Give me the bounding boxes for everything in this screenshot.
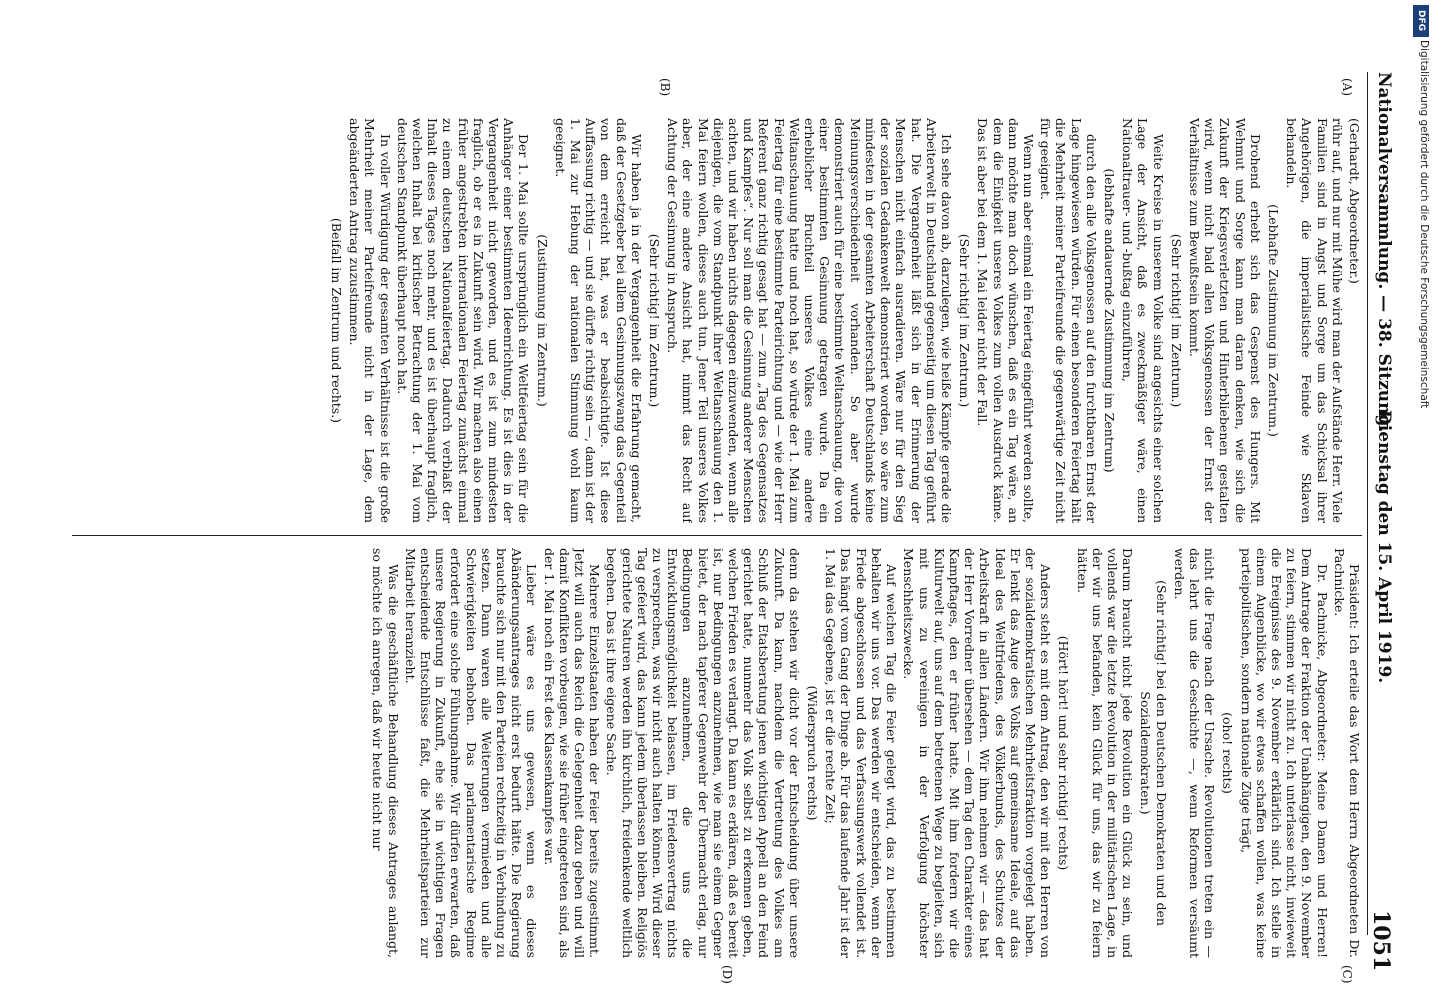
paragraph: Wir haben ja in der Vergangenheit die Erfahrung gemacht, daß der Gesetzgeber bei allem Gesinnungszwang das Gegenteil von dem erreicht hat, was er beabsichtigte. Ist diese Auffassung richtig — und sie dürfte richtig sein —, dann ist der 1. Mai zur Hebung der nationalen Stimmung wohl kaum geeignet. [552, 118, 644, 523]
paragraph: Der 1. Mai sollte ursprünglich ein Weltfeiertag sein für die Anhänger einer bestimmten Ideenrichtung. Es ist dies in der Vergangenheit nicht geworden, und es ist zum mindesten fraglich, ob er es in Zukunft sein wird. Wir machen also einen früher angestrebten internationalen Feiertag zunächst einmal zu einem deutschen Nationalfeiertag. Dadurch verblaßt der Inhalt dieses Tages noch mehr, und es ist überhaupt fraglich, welchen Inhalt bei kritischer Betrachtung der 1. Mai vom deutschen Standpunkt überhaupt noch hat. [394, 118, 532, 523]
paragraph: Ich sehe davon ab, darzulegen, wie heiße Kämpfe gerade die Arbeiterwelt in Deutschland gegenseitig um diesen Tag geführt hat. Die Vergangenheit läßt sich in der Erinnerung der Menschen nicht einfach ausradieren. Wäre nur für den Sieg der sozialen Gedankenwelt demonstriert worden, so wäre zum mindesten in der gesamten Arbeiterschaft Deutschlands keine Meinungsverschiedenheit vorhanden. So aber wurde demonstriert auch für eine bestimmte Weltanschauung, die von einer bestimmten Gesinnung getragen wurde. Da ein erheblicher Bruchteil unseres Volkes eine andere Weltanschauung hatte und noch hat, so würde der 1. Mai zum Feiertag für eine bestimmte Parteirichtung und — wie der Herr Referent ganz richtig gesagt hat — zum „Tag des Gegensatzes und Kampfes“. Nur soll man die Gesinnung anderer Menschen achten, und wir haben nichts dagegen einzuwenden, wenn alle diejenigen, die vom Standpunkt ihrer Weltanschauung den 1. Mai feiern wollen, dieses auch tun. Jener Teil unseres Volkes aber, der eine andere Ansicht hat, nimmt das Recht auf Achtung der Gesinnung in Anspruch. [665, 118, 954, 523]
paragraph: Anders steht es mit dem Antrag, den wir mit den Herren von der sozialdemokratischen Mehrheitsfraktion vorgelegt haben. Er lenkt das Auge des Volks auf gemeinsame Ideale, auf das Ideal des Weltfriedens, des Völkerbunds, des Schutzes der Arbeitskraft in allen Ländern. Wir ihm nehmen wir — das hat der Herr Vorredner übersehen — dem Tag den Charakter eines Kampftages, den er früher hatte. Mit ihm fordern wir die Kulturwelt auf, uns auf dem betretenen Wege zu begleiten, sich mit uns zu vereinigen in der Verfolgung höchster Menschheitszwecke. [901, 548, 1054, 958]
paragraph: Lieber wäre es uns gewesen, wenn es dieses Abänderungsantrages nicht erst bedurft hätte. Die Regierung brauchte sich nur mit den Parteien rechtzeitig in Verbindung zu setzen. Dann waren alle Weiterungen vermieden und alle Schwierigkeiten behoben. Das parlamentarische Regime erfordert eine solche Fühlungnahme. Wir dürfen erwarten, daß unsere Regierung in Zukunft, ehe sie in wichtigen Fragen entscheidende Entschlüsse faßt, die Mehrheitsparteien zur Mitarbeit heranzieht. [402, 548, 540, 958]
dfg-logo: DFG [1413, 5, 1429, 37]
paragraph: In voller Würdigung der gesamten Verhältnisse ist die große Mehrheit meiner Parteifreunde nicht in der Lage, dem abgeänderten Antrag zuzustimmen. [347, 118, 393, 523]
margin-mark-c: (C) [1340, 965, 1354, 984]
paragraph: Drohend erhebt sich das Gespenst des Hungers. Mit Wehmut und Sorge kann man daran denken, wie sich die Zukunft der Kriegsverletzten und Hinterbliebenen gestalten wird, wenn nicht bald allen Volksgenossen der Ernst der Verhältnisse zum Bewußtsein kommt. [1186, 118, 1263, 523]
interjection: (Sehr richtig! im Zentrum.) [957, 233, 973, 408]
page-number: 1051 [1368, 910, 1394, 972]
running-header-date: Dienstag den 15. April 1919. [1374, 410, 1394, 684]
paragraph: Darum braucht nicht jede Revolution ein Glück zu sein, und vollends war die letzte Revolution in der militärischen Lage, in der wir uns befanden, kein Glück für uns, das wir zu feiern hätten. [1074, 548, 1136, 958]
interjection: (Zustimmung im Zentrum.) [534, 234, 550, 407]
paragraph: Wenn nun aber einmal ein Feiertag eingeführt werden sollte, dann möchte man doch wünschen, daß es ein Tag wäre, an dem die Einigkeit unseres Volkes zum vollen Ausdruck käme. Das ist aber bei dem 1. Mai leider nicht der Fall. [975, 118, 1036, 523]
paragraph: rühr auf, und nur mit Mühe wird man der Aufstände Herr. Viele Familien sind in Angst und Sorge um das Schicksal ihrer Angehörigen, die imperialistische Feinde wie Sklaven behandeln. [1284, 118, 1345, 523]
interjection: (Sehr richtig! bei den Deutschen Demokraten und den Sozialdemokraten.) [1138, 580, 1169, 926]
column-divider [72, 535, 1362, 536]
interjection: (Lebhafte Zustimmung im Zentrum.) [1265, 204, 1281, 437]
paragraph: Was die geschäftliche Behandlung dieses Antrages anlangt, so möchte ich anregen, daß wir heute nicht nur [370, 548, 401, 958]
running-header-left: Nationalversammlung. — 38. Sitzung. [1374, 72, 1394, 433]
digitization-credit: Digitalisierung gefördert durch die Deutsche Forschungsgemeinschaft [1418, 40, 1430, 409]
paragraph: Auf welchen Tag die Feier gelegt wird, das zu bestimmen behalten wir uns vor. Das werden wir entscheiden, wenn der Friede abgeschlossen und das Verfassungswerk vollendet ist. Das hängt vom Gang der Dinge ab. Für das laufende Jahr ist der 1. Mai das Gegebene, ist er die rechte Zeit; [823, 548, 900, 958]
paragraph: nicht die Frage nach der Ursache. Revolutionen treten ein — das lehrt uns die Geschichte —, wenn Reformen versäumt werden. [1171, 548, 1218, 958]
paragraph: Weite Kreise in unserem Volke sind angesichts einer solchen Lage der Ansicht, daß es zweckmäßiger wäre, einen Nationaltrauer- und -bußtag einzuführen, [1120, 118, 1166, 523]
interjection: (Widerspruch rechts) [805, 685, 821, 821]
paragraph: Dr. Pachnicke, Abgeordneter: Meine Damen und Herren! Dem Antrage der Fraktion der Unabhängigen, den 9. November zu feiern, stimmen wir nicht zu. Ich unterlasse nicht, inwieweit die Ereignisse des 9. November erklärlich sind. Ich stelle in einem Augenblicke, wo wir etwas schaffen wollen, was keine parteipolitischen, sondern nationale Züge trägt, [1238, 548, 1330, 958]
paragraph: durch den alle Volksgenossen auf den furchtbaren Ernst der Lage hingewiesen würden. Für einen besonderen Feiertag hält die Mehrheit meiner Parteifreunde die gegenwärtige Zeit nicht für geeignet. [1038, 118, 1099, 523]
paragraph: denn da stehen wir dicht vor der Entscheidung über unsere Zukunft. Da kann, nachdem die Vertretung des Volkes am Schluß der Etatsberatung jenen wichtigen Appell an den Feind gerichtet hatte, nunmehr das Volk selbst zu erkennen geben, welchen Frieden es verlangt. Da kann es erklären, daß es bereit ist, nur Bedingungen anzunehmen, wie man sie einem Gegner bietet, der nach tapferer Gegenwehr der Übermacht erlag, nur Bedingungen anzunehmen, die uns die Entwicklungsmöglichkeit belassen, im Friedensvertrag nichts zu versprechen, was wir nicht auch halten können. Wird dieser Tag gefeiert wird, das kann jedem überlassen bleiben. Religiös gerichtete Naturen werden ihn kirchlich, freidenkende weltlich begehen. Das ist ihre eigene Sache. [604, 548, 802, 958]
margin-mark-a: (A) [1340, 78, 1354, 97]
interjection: (Beifall im Zentrum und rechts.) [329, 217, 344, 424]
left-text-column [72, 118, 1362, 523]
header-rule [1367, 72, 1368, 935]
interjection: (lebhafte andauernde Zustimmung im Zentrum) [1101, 168, 1117, 473]
right-text-column [72, 548, 1362, 958]
paragraph: Präsident: Ich erteile das Wort dem Herrn Abgeordneten Dr. Pachnicke. [1331, 548, 1362, 958]
interjection: (oho! rechts) [1220, 712, 1236, 794]
paragraph: Mehrere Einzelstaaten haben der Feier bereits zugestimmt. Jetzt will auch das Reich die Gelegenheit dazu geben und will damit Konflikten vorbeugen, wie sie früher eingetreten sind, als der 1. Mai noch ein Fest des Klassenkampfes war. [541, 548, 603, 958]
interjection: (Sehr richtig! im Zentrum.) [1168, 233, 1184, 408]
interjection: (Hört! hört! und sehr richtig! rechts) [1056, 635, 1072, 871]
paragraph: (Gerhardt, Abgeordneter.) [1347, 118, 1362, 284]
margin-mark-d: (D) [720, 965, 734, 984]
interjection: (Sehr richtig! im Zentrum.) [647, 233, 663, 408]
digitization-margin [1406, 0, 1434, 1000]
margin-mark-b: (B) [658, 78, 672, 97]
